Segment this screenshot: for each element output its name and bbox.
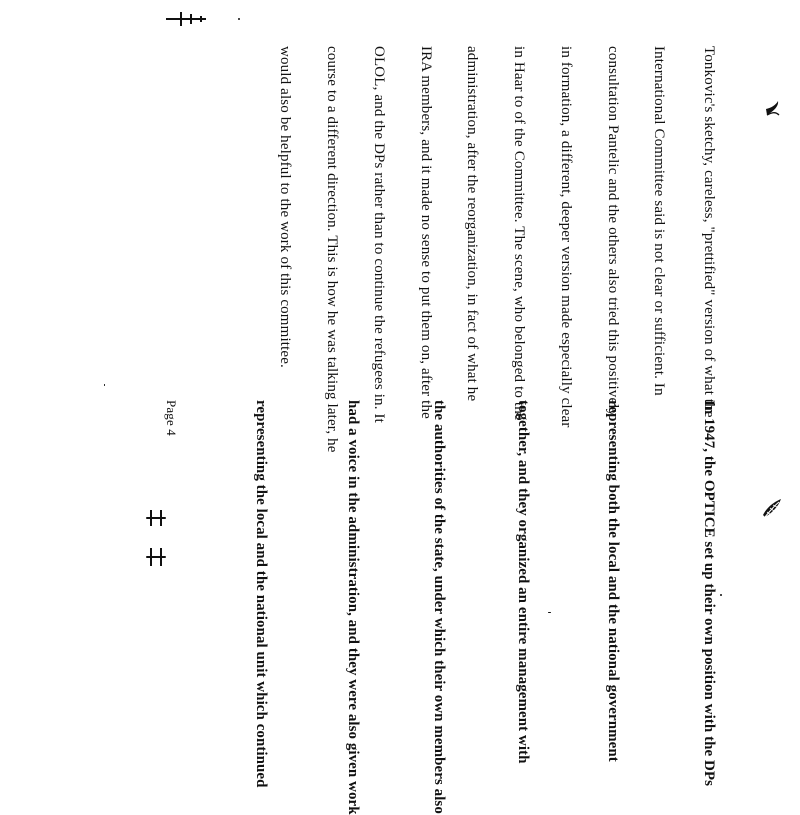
paragraph-line-9: course to a different direction. This is how he was talking later, he [324, 46, 340, 453]
paragraph-line-3: consultation Pantelic and the others also tried this positively [605, 46, 621, 417]
right-column-line-6: representing the local and the national unit which continued [253, 400, 269, 788]
right-column-line-1: In 1947, the OPTICE set up their own position with the DPs [701, 400, 717, 786]
paragraph-line-7: IRA members, and it made no sense to put them on, after the [418, 46, 434, 419]
paragraph-line-6: administration, after the reorganization, in fact of what he [464, 46, 480, 402]
paragraph-line-4: in formation, a different, deeper version made especially clear [558, 46, 574, 428]
paragraph-line-10: would also be helpful to the work of this committee. [277, 46, 293, 368]
leaf-mark-icon [760, 495, 784, 524]
right-column-line-4: the authorities of the state, under which their own members also [431, 400, 447, 814]
scan-speck [238, 18, 240, 20]
tick-crossbar [146, 556, 166, 558]
paragraph-line-8: OLOL, and the DPs rather than to continue the refugees in. It [371, 46, 387, 423]
right-column-line-5: had a voice in the administration, and they were also given work [345, 400, 361, 815]
paragraph-line-5: in Haar to of the Committee. The scene, who belonged to the [511, 46, 527, 421]
page-note: Page 4 [164, 400, 179, 436]
tick-crossbar [146, 517, 166, 519]
paragraph-line-1: Tonkovic's sketchy, careless, "prettified" version of what the [701, 46, 717, 418]
scan-speck [104, 384, 105, 386]
scan-speck [548, 612, 551, 613]
right-column-line-2: representing both the local and the national government [605, 400, 621, 762]
paragraph-line-2: International Committee said is not clear or sufficient. In [651, 46, 667, 396]
curl-mark-icon [764, 97, 782, 122]
scan-speck [720, 594, 722, 596]
right-column-line-3: together, and they organized an entire management with [515, 400, 531, 764]
top-corner-mark [162, 10, 214, 28]
